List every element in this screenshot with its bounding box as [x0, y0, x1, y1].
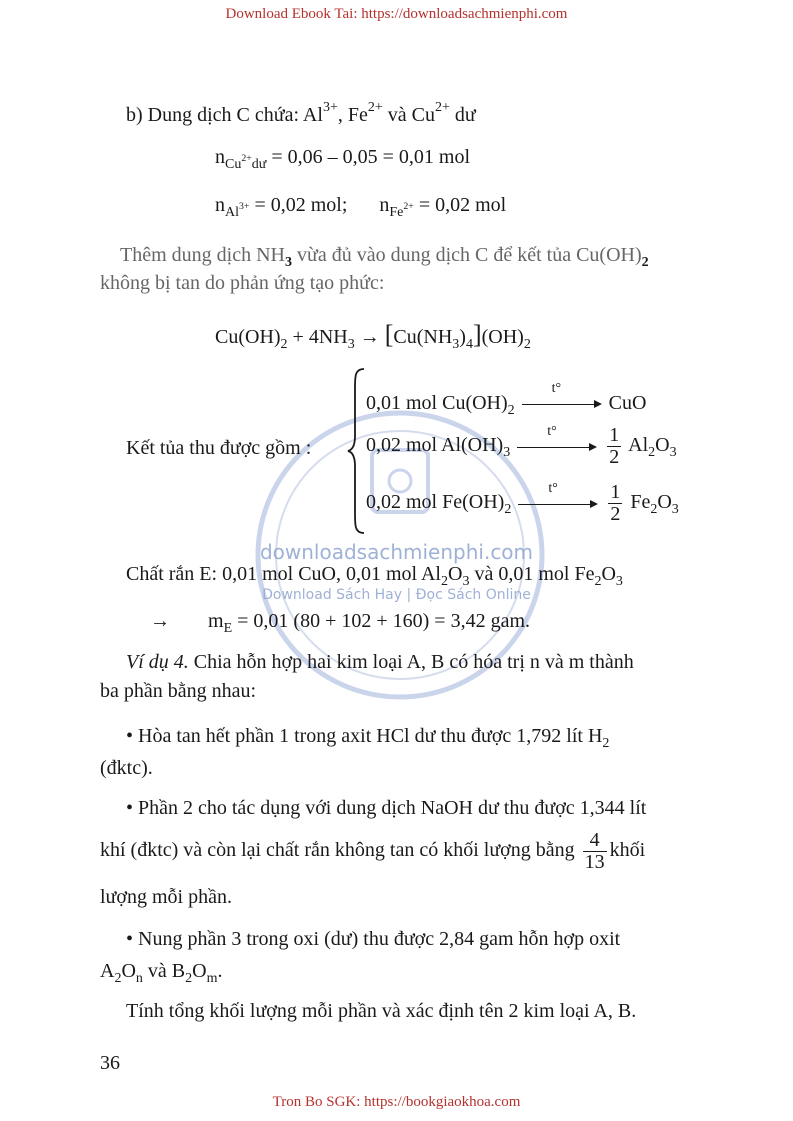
heat-arrow-icon: t° [517, 440, 597, 454]
header-link[interactable]: Download Ebook Tai: https://downloadsachmienphi.com [225, 6, 568, 22]
equation-n-cu: $n_{Cu^{2+}dư} = 0,06 - 0,05 = 0,01$ mol [215, 146, 471, 172]
reaction-row-1: 0,01 mol $Cu(OH)_2$ t° CuO [366, 381, 647, 418]
reaction-row-2: 0,02 mol $Al(OH)_3$ t° $\frac{1}{2}$ $Al_2O_3$ [366, 423, 677, 468]
nh3-paragraph-line1: Thêm dung dịch $NH_3$ vừa đủ vào dung dịch C để kết tủa $Cu(OH)_2$ [120, 244, 649, 270]
question-line: Tính tổng khối lượng mỗi phần và xác định tên 2 kim loại A, B. [126, 1000, 637, 1022]
part-b-line: b) Dung dịch C chứa: $Al^{3+}$, $Fe^{2+}$ và $Cu^{2+}$ dư [126, 100, 476, 126]
mass-line: → $m_E = 0,01$ (80 + 102 + 160) = 3,42 gam. [150, 610, 530, 636]
fraction-4-13: $\frac{4}{13}$ [584, 829, 605, 873]
reaction-row-3: 0,02 mol $Fe(OH)_2$ t° $\frac{1}{2}$ $Fe_2O_3$ [366, 480, 679, 525]
bullet-3: • Nung phần 3 trong oxi (dư) thu được 2,84 gam hỗn hợp oxit [126, 928, 621, 950]
nh3-paragraph-line2: không bị tan do phản ứng tạo phức: [100, 272, 385, 294]
bullet-3-cont: $A_2O_n$ và $B_2O_m$. [100, 960, 223, 986]
watermark-tagline: Download Sách Hay | Đọc Sách Online [262, 587, 531, 603]
bullet-2-cont2: lượng mỗi phần. [100, 886, 232, 908]
page-number: 36 [100, 1052, 120, 1074]
watermark-site: downloadsachmienphi.com [259, 540, 534, 564]
complex-reaction: $Cu(OH)_2 + 4NH_3 \to [Cu(NH_3)_4](OH)_2$ [215, 320, 531, 352]
bullet-1: • Hòa tan hết phần 1 trong axit HCl dư thu được 1,792 lít $H_2$ [126, 725, 610, 751]
heat-arrow-icon: t° [522, 397, 602, 411]
equation-n-al-fe: $n_{Al^{3+}} = 0,02$ mol; $n_{Fe^{2+}} = 0,02$ mol [215, 194, 507, 220]
brace-icon [346, 366, 368, 536]
solid-e-line: Chất rắn E: 0,01 mol CuO, 0,01 mol $Al_2O_3$ và 0,01 mol $Fe_2O_3$ [126, 563, 623, 589]
footer-link[interactable]: Tron Bo SGK: https://bookgiaokhoa.com [272, 1094, 521, 1110]
bullet-2: • Phần 2 cho tác dụng với dung dịch NaOH dư thu được 1,344 lít [126, 797, 647, 819]
bullet-2-cont: khí (đktc) và còn lại chất rắn không tan có khối lượng bằng $\frac{4}{13}$ khối [100, 829, 646, 873]
example-4-line2: ba phần bằng nhau: [100, 680, 257, 702]
heat-arrow-icon: t° [518, 497, 598, 511]
fraction-half: $\frac{1}{2}$ [609, 424, 620, 468]
example-4-line1: Ví dụ 4. Chia hỗn hợp hai kim loại A, B có hóa trị n và m thành [126, 651, 634, 673]
fraction-half: $\frac{1}{2}$ [610, 481, 621, 525]
precipitate-label: Kết tủa thu được gồm : [126, 437, 312, 459]
bullet-1-cont: (đktc). [100, 757, 153, 779]
